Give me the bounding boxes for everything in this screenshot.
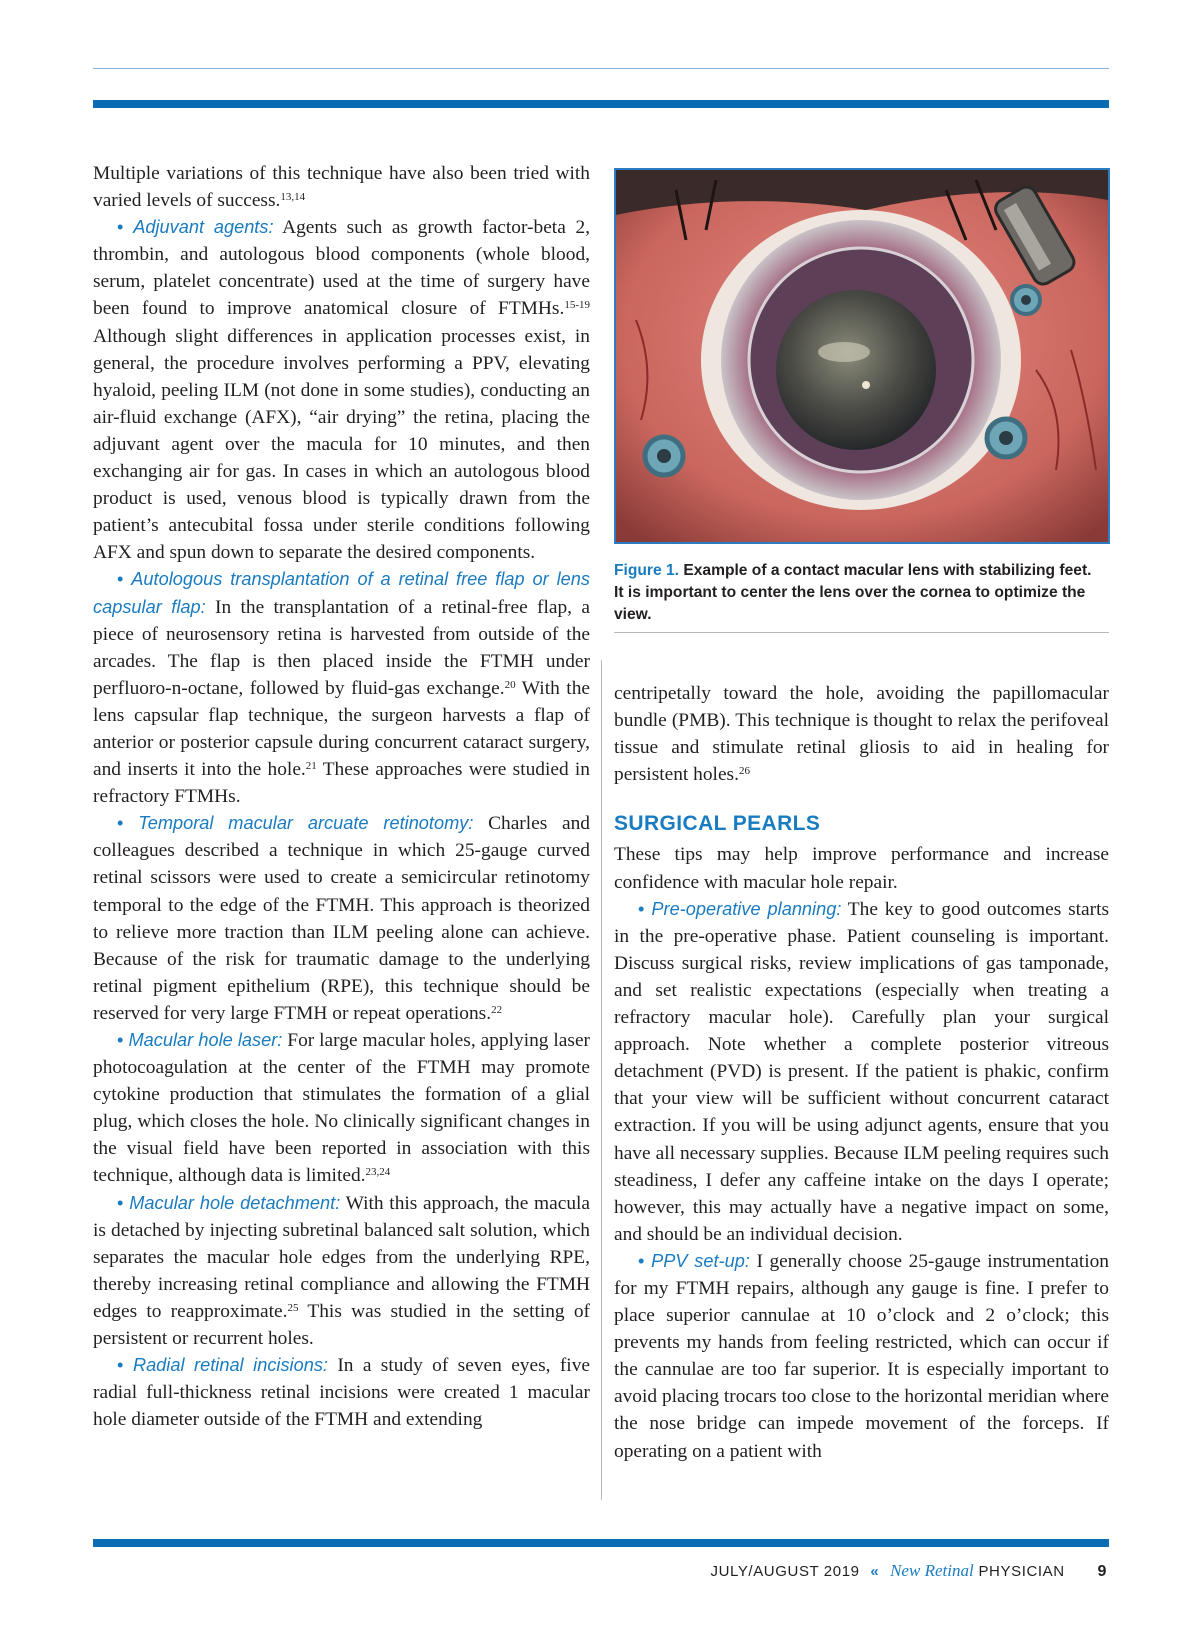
paragraph-adjuvant-agents: • Adjuvant agents: Agents such as growth factor-beta 2, thrombin, and autologous blood components (whole blood, serum, platelet concentrate) used at the time of surgery have been found to improve anatomical closure of FTMHs.$^{15-19}$ Although slight differences in application processes exist, in general, the procedure involves performing a PPV, elevating hyaloid, peeling ILM (not done in some studies), conducting an air-fluid exchange (AFX), “air drying” the retina, placing the adjuvant agent over the macula for 10 minutes, and then exchanging air for gas. In cases in which an autologous blood product is used, venous blood is typically drawn from the patient’s antecubital fossa under sterile conditions following AFX and spun down to separate the desired components. bbox=[93, 214, 590, 566]
header-thin-rule bbox=[93, 68, 1109, 69]
publication-name: PHYSICIAN bbox=[978, 1563, 1065, 1580]
caption-divider bbox=[614, 632, 1109, 633]
left-column bbox=[93, 160, 590, 1433]
paragraph-centripetally: centripetally toward the hole, avoiding the papillomacular bundle (PMB). This technique is thought to relax the perifoveal tissue and stimulate retinal gliosis to aid in healing for persistent holes.$^{26}$ bbox=[614, 683, 1109, 786]
paragraph-temporal-retinotomy: • Temporal macular arcuate retinotomy: Charles and colleagues described a technique in which 25-gauge curved retinal scissors were used to create a semicircular retinotomy temporal to the edge of the FTMH. This approach is theorized to relieve more traction than ILM peeling alone can achieve. Because of the risk for traumatic damage to the underlying retinal pigment epithelium (RPE), this technique should be reserved for very large FTMH or repeat operations.$^{22}$ bbox=[93, 810, 590, 1027]
publication-name-italic: New Retinal bbox=[890, 1561, 974, 1580]
issue-date: JULY/AUGUST 2019 bbox=[710, 1563, 860, 1580]
paragraph-variations: Multiple variations of this technique have also been tried with varied levels of success.$^{13,14}$ bbox=[93, 163, 590, 212]
paragraph-macular-hole-laser: • Macular hole laser: For large macular holes, applying laser photocoagulation at the center of the FTMH may promote cytokine production that stimulates the formation of a glial plug, which closes the hole. No clinically significant changes in the visual field have been reported in association with this technique, although data is limited.$^{23,24}$ bbox=[93, 1027, 590, 1190]
paragraph-macular-hole-detachment: • Macular hole detachment: With this approach, the macula is detached by injecting subretinal balanced salt solution, which separates the macular hole edges from the underlying RPE, thereby increasing retinal compliance and allowing the FTMH edges to reapproximate.$^{25}$ This was studied in the setting of persistent or recurrent holes. bbox=[93, 1190, 590, 1353]
paragraph-preoperative-planning: • Pre-operative planning: The key to good outcomes starts in the pre-operative phase. Patient counseling is important. Discuss surgical risks, review implications of gas tamponade, and set realistic expectations (especially when treating a refractory macular hole). Carefully plan your surgical approach. Note whether a complete posterior vitreous detachment (PVD) is present. If the patient is phakic, confirm that your view will be sufficient without concurrent cataract extraction. If you will be using adjunct agents, ensure that you have all necessary supplies. Because ILM peeling requires such steadiness, I defer any caffeine intake on the days I operate; however, this may actually have a negative impact on some, and should be an individual decision. bbox=[614, 896, 1109, 1248]
chevron-icon: « bbox=[870, 1563, 880, 1580]
paragraph-autologous-transplantation: • Autologous transplantation of a retinal free flap or lens capsular flap: In the transplantation of a retinal-free flap, a piece of neurosensory retina is harvested from outside of the arcades. The flap is then placed inside the FTMH under perfluoro-n-octane, followed by fluid-gas exchange.$^{20}$ With the lens capsular flap technique, the surgeon harvests a flap of anterior or posterior capsule during concurrent cataract surgery, and inserts it into the hole.$^{21}$ These approaches were studied in refractory FTMHs. bbox=[93, 566, 590, 810]
column-divider bbox=[601, 660, 602, 1500]
figure-1-caption bbox=[614, 560, 1104, 626]
page-number: 9 bbox=[1097, 1563, 1107, 1580]
right-column bbox=[614, 680, 1109, 1465]
paragraph-radial-incisions: • Radial retinal incisions: In a study of seven eyes, five radial full-thickness retinal incisions were created 1 macular hole diameter outside of the FTMH and extending bbox=[93, 1352, 590, 1433]
figure-label: Figure 1. bbox=[614, 562, 679, 579]
paragraph-ppv-setup: • PPV set-up: I generally choose 25-gauge instrumentation for my FTMH repairs, although any gauge is fine. I prefer to place superior cannulae at 10 o’clock and 2 o’clock; this prevents my hands from feeling restricted, which can occur if the cannulae are too far superior. It is especially important to avoid placing trocars too close to the horizontal meridian where the nose bridge can impede movement of the forceps. If operating on a patient with bbox=[614, 1248, 1109, 1465]
figure-caption-text: Example of a contact macular lens with stabilizing feet. It is important to center the lens over the cornea to optimize the view. bbox=[614, 562, 1092, 623]
section-heading-surgical-pearls: SURGICAL PEARLS bbox=[614, 812, 821, 836]
header-thick-rule bbox=[93, 100, 1109, 108]
figure-1-photo bbox=[614, 168, 1110, 544]
paragraph-pearls-intro: These tips may help improve performance and increase confidence with macular hole repair. bbox=[614, 844, 1109, 893]
footer-rule bbox=[93, 1539, 1109, 1547]
contact-lens-eye-illustration bbox=[616, 170, 1108, 542]
page-footer bbox=[710, 1561, 1107, 1581]
